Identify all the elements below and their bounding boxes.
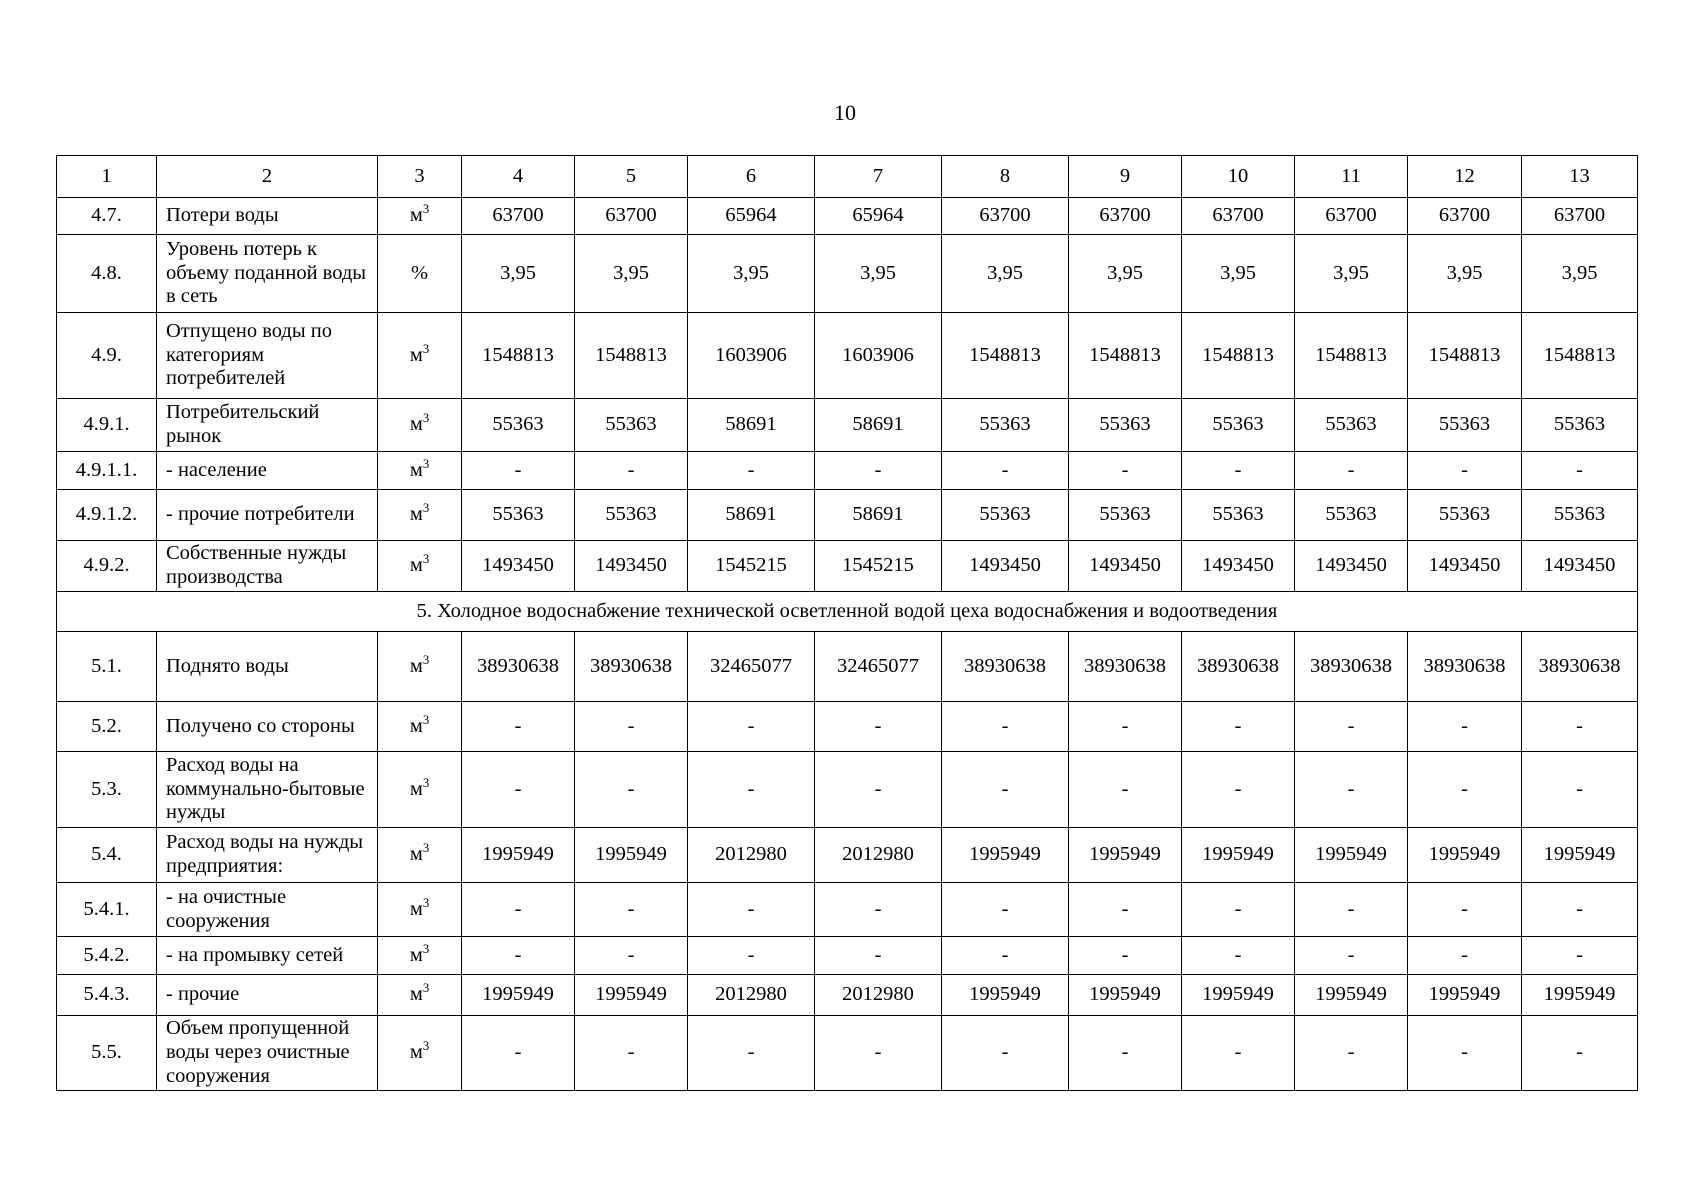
header-cell: 6 [688, 156, 815, 198]
unit-base: м [409, 654, 423, 677]
value-cell: 63700 [1522, 198, 1638, 235]
unit-superscript: 3 [422, 841, 430, 856]
row-name: Получено со стороны [157, 702, 378, 752]
row-number: 5.1. [57, 632, 157, 702]
table-row [57, 883, 1638, 937]
table-row [57, 313, 1638, 399]
table-row [57, 937, 1638, 975]
value-cell: - [942, 1016, 1069, 1091]
value-cell: 38930638 [1522, 632, 1638, 702]
header-cell: 9 [1069, 156, 1182, 198]
value-cell: 55363 [1408, 490, 1522, 541]
value-cell: 65964 [815, 198, 942, 235]
value-cell: 1995949 [1408, 975, 1522, 1016]
unit-base: м [409, 554, 423, 576]
value-cell: 1995949 [575, 828, 688, 883]
value-cell: - [462, 883, 575, 937]
value-cell: 63700 [575, 198, 688, 235]
value-cell: 1548813 [1522, 313, 1638, 399]
unit-superscript: 3 [422, 202, 430, 217]
value-cell: 1548813 [1069, 313, 1182, 399]
value-cell: - [942, 937, 1069, 975]
value-cell: - [575, 452, 688, 490]
row-name: Расход воды на коммунально-бытовые нужды [157, 752, 378, 828]
unit-superscript: 3 [422, 712, 430, 727]
row-name: Отпущено воды по категориям потребителей [157, 313, 378, 399]
value-cell: - [462, 1016, 575, 1091]
header-cell: 3 [378, 156, 462, 198]
table-row [57, 541, 1638, 592]
value-cell: - [815, 1016, 942, 1091]
value-cell: - [1182, 937, 1295, 975]
value-cell: 55363 [575, 399, 688, 452]
value-cell: - [1182, 883, 1295, 937]
row-number: 5.4.3. [57, 975, 157, 1016]
value-cell: - [462, 752, 575, 828]
row-number: 5.4.2. [57, 937, 157, 975]
value-cell: 55363 [462, 490, 575, 541]
value-cell: - [1069, 883, 1182, 937]
row-name: Потребительский рынок [157, 399, 378, 452]
value-cell: 1493450 [1069, 541, 1182, 592]
row-name: - прочие [157, 975, 378, 1016]
value-cell: - [942, 702, 1069, 752]
page-number: 10 [834, 100, 856, 125]
row-unit [378, 452, 462, 490]
value-cell: - [575, 937, 688, 975]
value-cell: - [942, 452, 1069, 490]
row-name: Потери воды [157, 198, 378, 235]
value-cell: 1995949 [1069, 828, 1182, 883]
value-cell: 1493450 [1182, 541, 1295, 592]
header-cell: 5 [575, 156, 688, 198]
value-cell: 3,95 [575, 235, 688, 313]
unit-superscript: 3 [422, 501, 430, 516]
value-cell: 32465077 [815, 632, 942, 702]
value-cell: - [815, 452, 942, 490]
row-name: Собственные нужды производства [157, 541, 378, 592]
value-cell: 32465077 [688, 632, 815, 702]
value-cell: 55363 [1182, 490, 1295, 541]
value-cell: 55363 [1295, 399, 1408, 452]
value-cell: 1493450 [1408, 541, 1522, 592]
value-cell: - [462, 452, 575, 490]
value-cell: 1493450 [575, 541, 688, 592]
value-cell: 1493450 [1522, 541, 1638, 592]
row-number: 4.9.1.2. [57, 490, 157, 541]
value-cell: 63700 [1069, 198, 1182, 235]
row-name: - население [157, 452, 378, 490]
value-cell: - [1408, 1016, 1522, 1091]
value-cell: 63700 [1295, 198, 1408, 235]
unit-superscript: 3 [422, 981, 430, 996]
value-cell: 1995949 [462, 828, 575, 883]
value-cell: - [942, 883, 1069, 937]
value-cell: - [462, 937, 575, 975]
value-cell: 58691 [688, 490, 815, 541]
unit-base: м [409, 843, 423, 865]
row-name: Поднято воды [157, 632, 378, 702]
table-body [57, 156, 1638, 1091]
unit-superscript: 3 [422, 552, 430, 567]
row-unit [378, 752, 462, 828]
header-cell: 11 [1295, 156, 1408, 198]
value-cell: - [815, 752, 942, 828]
value-cell: - [688, 1016, 815, 1091]
table-row [57, 702, 1638, 752]
value-cell: 2012980 [688, 828, 815, 883]
row-unit [378, 1016, 462, 1091]
header-cell: 2 [157, 156, 378, 198]
value-cell: 55363 [462, 399, 575, 452]
value-cell: 1995949 [1522, 828, 1638, 883]
value-cell: 55363 [1295, 490, 1408, 541]
value-cell: - [688, 452, 815, 490]
value-cell: 1493450 [1295, 541, 1408, 592]
value-cell: 1545215 [688, 541, 815, 592]
row-number: 4.9.1.1. [57, 452, 157, 490]
row-number: 5.4. [57, 828, 157, 883]
value-cell: 1603906 [688, 313, 815, 399]
row-unit [378, 541, 462, 592]
row-number: 4.7. [57, 198, 157, 235]
table-row [57, 1016, 1638, 1091]
value-cell: 1548813 [1295, 313, 1408, 399]
row-number: 4.9.1. [57, 399, 157, 452]
value-cell: 55363 [1182, 399, 1295, 452]
unit-superscript: 3 [422, 1039, 430, 1054]
value-cell: - [1069, 452, 1182, 490]
value-cell: 3,95 [1182, 235, 1295, 313]
value-cell: 2012980 [688, 975, 815, 1016]
row-unit [378, 883, 462, 937]
row-name: - на промывку сетей [157, 937, 378, 975]
value-cell: 2012980 [815, 975, 942, 1016]
value-cell: 38930638 [1182, 632, 1295, 702]
unit-base: м [409, 897, 423, 920]
value-cell: - [815, 702, 942, 752]
value-cell: 58691 [815, 490, 942, 541]
value-cell: - [688, 702, 815, 752]
value-cell: 3,95 [815, 235, 942, 313]
value-cell: 1995949 [1295, 975, 1408, 1016]
value-cell: - [1182, 702, 1295, 752]
unit-base: м [409, 204, 423, 226]
value-cell: 1995949 [1182, 975, 1295, 1016]
unit-superscript: 3 [422, 941, 430, 956]
value-cell: 63700 [942, 198, 1069, 235]
value-cell: 1995949 [462, 975, 575, 1016]
row-unit [378, 632, 462, 702]
value-cell: 1995949 [942, 828, 1069, 883]
unit-superscript: 3 [422, 456, 430, 471]
value-cell: - [1408, 702, 1522, 752]
value-cell: 38930638 [462, 632, 575, 702]
row-name: Объем пропущенной воды через очистные сооружения [157, 1016, 378, 1091]
section-row [57, 592, 1638, 632]
value-cell: 38930638 [1295, 632, 1408, 702]
value-cell: 3,95 [1069, 235, 1182, 313]
value-cell: 1493450 [462, 541, 575, 592]
value-cell: - [1069, 752, 1182, 828]
value-cell: 63700 [1408, 198, 1522, 235]
value-cell: 1603906 [815, 313, 942, 399]
value-cell: 58691 [688, 399, 815, 452]
value-cell: 3,95 [462, 235, 575, 313]
value-cell: 55363 [575, 490, 688, 541]
row-unit [378, 937, 462, 975]
value-cell: 55363 [942, 490, 1069, 541]
value-cell: - [688, 883, 815, 937]
value-cell: 38930638 [1069, 632, 1182, 702]
value-cell: - [1295, 702, 1408, 752]
value-cell: 1995949 [1182, 828, 1295, 883]
row-name: Уровень потерь к объему поданной воды в сеть [157, 235, 378, 313]
value-cell: - [815, 883, 942, 937]
value-cell: - [1522, 937, 1638, 975]
value-cell: - [1522, 883, 1638, 937]
unit-superscript: 3 [422, 895, 430, 910]
value-cell: - [1182, 752, 1295, 828]
unit-base: м [409, 413, 423, 435]
value-cell: - [1295, 1016, 1408, 1091]
header-cell: 10 [1182, 156, 1295, 198]
value-cell: 58691 [815, 399, 942, 452]
row-unit [378, 490, 462, 541]
table-row [57, 752, 1638, 828]
value-cell: - [1522, 752, 1638, 828]
value-cell: 1548813 [1408, 313, 1522, 399]
header-cell: 12 [1408, 156, 1522, 198]
table-row [57, 632, 1638, 702]
unit-base: м [409, 983, 423, 1005]
value-cell: - [1069, 1016, 1182, 1091]
table-row [57, 975, 1638, 1016]
value-cell: 1995949 [575, 975, 688, 1016]
value-cell: - [1182, 452, 1295, 490]
row-number: 5.2. [57, 702, 157, 752]
row-number: 5.3. [57, 752, 157, 828]
unit-base: м [409, 343, 423, 366]
value-cell: 1995949 [1522, 975, 1638, 1016]
value-cell: - [1522, 1016, 1638, 1091]
value-cell: 38930638 [575, 632, 688, 702]
unit-superscript: 3 [422, 775, 430, 790]
value-cell: 1545215 [815, 541, 942, 592]
row-unit [378, 828, 462, 883]
value-cell: - [1069, 702, 1182, 752]
value-cell: - [815, 937, 942, 975]
unit-base: м [409, 503, 423, 525]
value-cell: 1995949 [1408, 828, 1522, 883]
row-number: 4.9. [57, 313, 157, 399]
value-cell: 3,95 [1295, 235, 1408, 313]
value-cell: 2012980 [815, 828, 942, 883]
value-cell: - [1408, 937, 1522, 975]
value-cell: - [575, 752, 688, 828]
value-cell: 1548813 [1182, 313, 1295, 399]
value-cell: 63700 [1182, 198, 1295, 235]
table-row [57, 399, 1638, 452]
row-name: Расход воды на нужды предприятия: [157, 828, 378, 883]
value-cell: - [1408, 452, 1522, 490]
row-number: 4.9.2. [57, 541, 157, 592]
table-row [57, 235, 1638, 313]
row-unit [378, 198, 462, 235]
value-cell: - [1295, 452, 1408, 490]
value-cell: 1995949 [1069, 975, 1182, 1016]
value-cell: - [575, 702, 688, 752]
value-cell: - [1069, 937, 1182, 975]
value-cell: 63700 [462, 198, 575, 235]
value-cell: 55363 [1069, 490, 1182, 541]
value-cell: - [1522, 452, 1638, 490]
unit-superscript: 3 [422, 341, 430, 356]
value-cell: 1548813 [462, 313, 575, 399]
table-row [57, 198, 1638, 235]
value-cell: - [1522, 702, 1638, 752]
value-cell: 55363 [1522, 399, 1638, 452]
header-cell: 4 [462, 156, 575, 198]
value-cell: - [1408, 883, 1522, 937]
row-unit [378, 702, 462, 752]
value-cell: - [942, 752, 1069, 828]
header-cell: 8 [942, 156, 1069, 198]
row-name: - прочие потребители [157, 490, 378, 541]
value-cell: 3,95 [1522, 235, 1638, 313]
header-cell: 13 [1522, 156, 1638, 198]
value-cell: - [688, 937, 815, 975]
unit-base: м [409, 943, 423, 966]
value-cell: 38930638 [1408, 632, 1522, 702]
value-cell: - [1295, 752, 1408, 828]
unit-superscript: 3 [422, 411, 430, 426]
value-cell: 55363 [1408, 399, 1522, 452]
row-unit [378, 399, 462, 452]
value-cell: 1548813 [942, 313, 1069, 399]
value-cell: - [1408, 752, 1522, 828]
header-cell: 1 [57, 156, 157, 198]
data-table [56, 155, 1638, 1091]
row-number: 4.8. [57, 235, 157, 313]
row-unit [378, 235, 462, 313]
value-cell: 3,95 [688, 235, 815, 313]
unit-base: м [409, 777, 423, 800]
value-cell: 38930638 [942, 632, 1069, 702]
row-unit [378, 313, 462, 399]
value-cell: 1995949 [1295, 828, 1408, 883]
table-row [57, 828, 1638, 883]
value-cell: - [1182, 1016, 1295, 1091]
unit-base: % [410, 261, 429, 284]
value-cell: 55363 [1522, 490, 1638, 541]
value-cell: - [688, 752, 815, 828]
row-number: 5.5. [57, 1016, 157, 1091]
section-title: 5. Холодное водоснабжение технической осветленной водой цеха водоснабжения и водоотведения [57, 592, 1638, 632]
header-cell: 7 [815, 156, 942, 198]
unit-base: м [409, 714, 423, 737]
table-row [57, 490, 1638, 541]
unit-base: м [409, 458, 423, 481]
value-cell: 1995949 [942, 975, 1069, 1016]
value-cell: 55363 [1069, 399, 1182, 452]
row-unit [378, 975, 462, 1016]
value-cell: - [462, 702, 575, 752]
row-name: - на очистные сооружения [157, 883, 378, 937]
header-row [57, 156, 1638, 198]
value-cell: 65964 [688, 198, 815, 235]
value-cell: 1493450 [942, 541, 1069, 592]
value-cell: - [1295, 937, 1408, 975]
row-number: 5.4.1. [57, 883, 157, 937]
value-cell: 3,95 [1408, 235, 1522, 313]
value-cell: - [1295, 883, 1408, 937]
value-cell: - [575, 883, 688, 937]
unit-base: м [409, 1041, 423, 1063]
value-cell: 3,95 [942, 235, 1069, 313]
table-row [57, 452, 1638, 490]
value-cell: - [575, 1016, 688, 1091]
value-cell: 1548813 [575, 313, 688, 399]
value-cell: 55363 [942, 399, 1069, 452]
unit-superscript: 3 [422, 652, 430, 667]
